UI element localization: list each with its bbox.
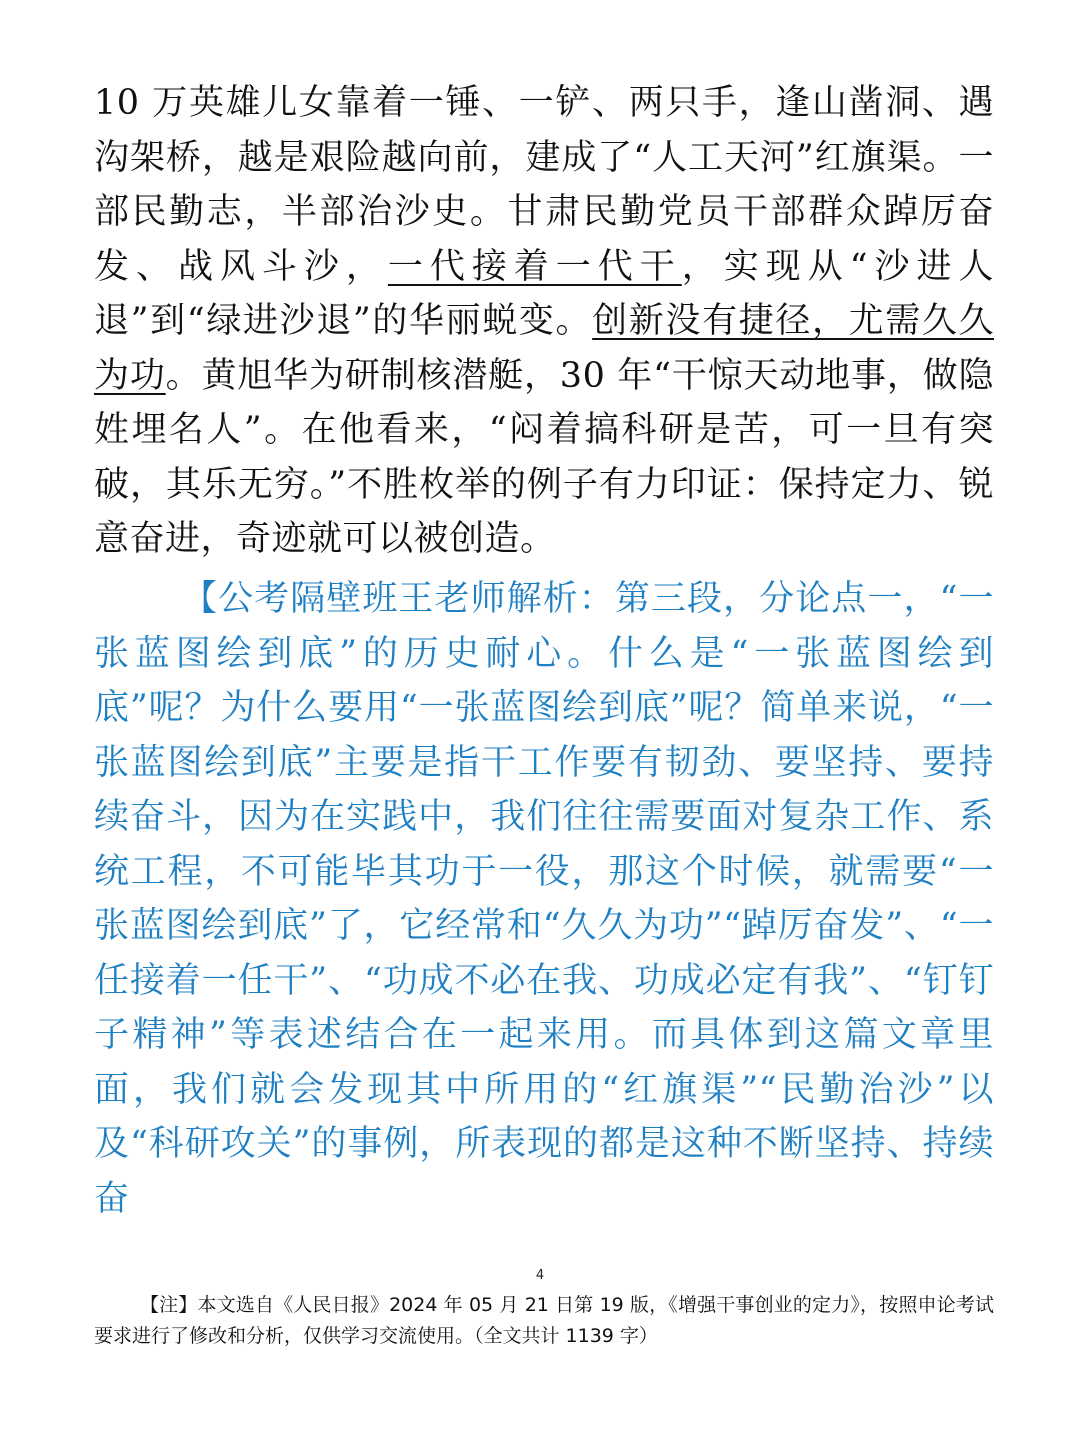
paragraph-text-part-1: 10 万英雄儿女靠着一锤、一铲、两只手，逢山凿洞、遇沟架桥，越是艰险越向前，建成了“人工天河”红旗渠。一部民勤志，半部治沙史。甘肃民勤党员干部群众踔厉奋发、战风斗沙， <box>94 83 994 287</box>
paragraph-text-part-2: ，实现从“沙进人退”到“绿进沙退”的华丽蜕变。 <box>94 246 994 341</box>
article-paragraph <box>94 76 994 567</box>
page-number: 4 <box>535 1268 545 1283</box>
paragraph-text-part-3: 。黄旭华为研制核潜艇，30 年“干惊天动地事，做隐姓埋名人”。在他看来，“闷着搞科研是苦，可一旦有突破，其乐无穷。”不胜枚举的例子有力印证：保持定力、锐意奋进，奇迹就可以被创造。 <box>94 355 994 559</box>
underlined-phrase-1: 一代接着一代干 <box>387 246 682 287</box>
underlined-phrase-2: 创新没有捷径，尤需久久为功 <box>94 301 994 396</box>
source-footnote: 【注】本文选自《人民日报》2024 年 05 月 21 日第 19 版，《增强干事创业的定力》，按照申论考试要求进行了修改和分析，仅供学习交流使用。（全文共计 1139 字） <box>94 1294 994 1347</box>
analysis-paragraph: 【公考隔壁班王老师解析：第三段，分论点一，“一张蓝图绘到底”的历史耐心。什么是“一张蓝图绘到底”呢？为什么要用“一张蓝图绘到底”呢？简单来说，“一张蓝图绘到底”主要是指干工作要有韧劲、要坚持、要持续奋斗，因为在实践中，我们往往需要面对复杂工作、系统工程，不可能毕其功于一役，那这个时候，就需要“一张蓝图绘到底”了，它经常和“久久为功”“踔厉奋发”、“一任接着一任干”、“功成不必在我、功成必定有我”、“钉钉子精神”等表述结合在一起来用。而具体到这篇文章里面，我们就会发现其中所用的“红旗渠”“民勤治沙”以及“科研攻关”的事例，所表现的都是这种不断坚持、持续奋 <box>94 579 994 1219</box>
